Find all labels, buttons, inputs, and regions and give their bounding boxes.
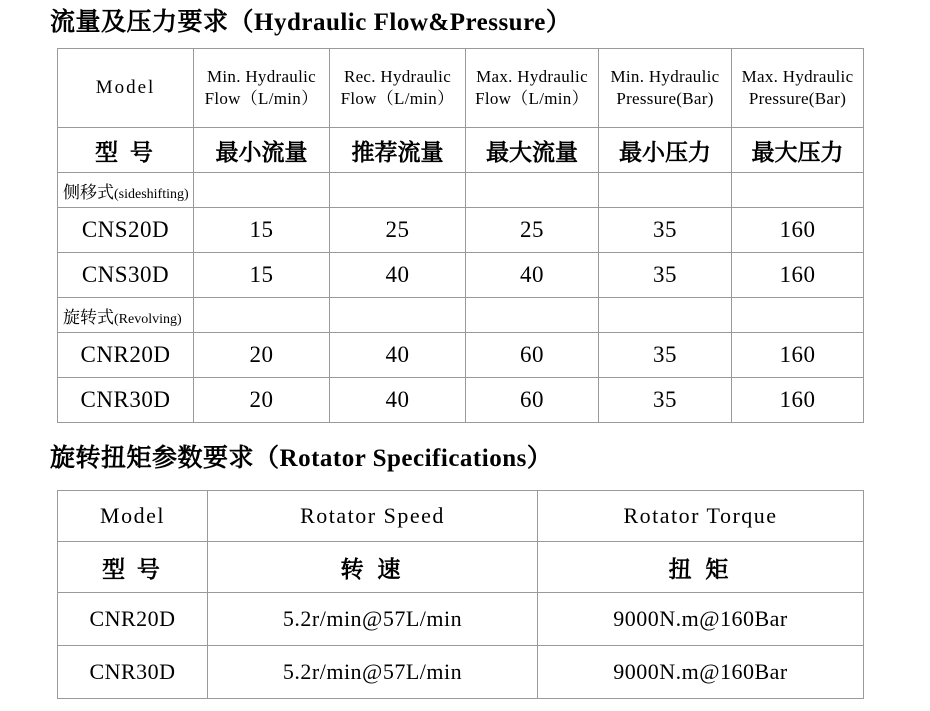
group-empty-cell: [194, 298, 330, 333]
header-model: Model: [58, 491, 208, 542]
table-header-row-en: [58, 491, 864, 542]
header-min-flow-line2: Flow（L/min）: [204, 89, 319, 108]
cell-min-pressure: 35: [599, 378, 732, 423]
header-max-flow: [466, 49, 599, 128]
header-rotator-speed-cn: 转 速: [208, 542, 538, 593]
header-model-cn: 型 号: [58, 542, 208, 593]
cell-rec-flow: 40: [330, 333, 466, 378]
cell-model: CNR30D: [58, 646, 208, 699]
cell-model: CNS20D: [58, 208, 194, 253]
header-max-pressure-line2: Pressure(Bar): [748, 89, 847, 108]
cell-rotator-torque: 9000N.m@160Bar: [538, 593, 864, 646]
section-title-en: （Rotator Specifications）: [254, 445, 553, 472]
header-max-pressure-cn: 最大压力: [732, 128, 864, 173]
group-label-sideshifting: [58, 173, 194, 208]
cell-max-flow: 60: [466, 333, 599, 378]
group-label-en: (sideshifting): [114, 186, 189, 202]
table-group-row: [58, 298, 864, 333]
group-label-en: (Revolving): [114, 311, 182, 327]
header-min-pressure-cn: 最小压力: [599, 128, 732, 173]
cell-max-flow: 40: [466, 253, 599, 298]
header-rotator-torque: Rotator Torque: [538, 491, 864, 542]
header-model-cn: 型 号: [58, 128, 194, 173]
section-title-hydraulic-flow: [50, 2, 571, 38]
header-rotator-speed: Rotator Speed: [208, 491, 538, 542]
header-rec-flow: [330, 49, 466, 128]
section-title-cn: 旋转扭矩参数要求: [50, 445, 255, 472]
group-label-cn: 侧移式: [63, 182, 114, 202]
header-model: Model: [58, 49, 194, 128]
header-min-flow-cn: 最小流量: [194, 128, 330, 173]
section-title-rotator-specifications: [50, 438, 552, 474]
header-min-pressure-line2: Pressure(Bar): [616, 89, 714, 108]
cell-rec-flow: 25: [330, 208, 466, 253]
table-row: [58, 646, 864, 699]
cell-min-flow: 15: [194, 253, 330, 298]
cell-max-pressure: 160: [732, 378, 864, 423]
cell-max-pressure: 160: [732, 333, 864, 378]
table-header-row-cn: [58, 542, 864, 593]
table-row: [58, 593, 864, 646]
cell-rotator-torque: 9000N.m@160Bar: [538, 646, 864, 699]
cell-rotator-speed: 5.2r/min@57L/min: [208, 646, 538, 699]
rotator-specifications-table: [57, 490, 864, 699]
header-rec-flow-line2: Flow（L/min）: [340, 89, 455, 108]
header-max-flow-cn: 最大流量: [466, 128, 599, 173]
header-max-pressure: [732, 49, 864, 128]
table-row: [58, 253, 864, 298]
group-empty-cell: [599, 173, 732, 208]
cell-model: CNS30D: [58, 253, 194, 298]
cell-rec-flow: 40: [330, 253, 466, 298]
section-title-en: （Hydraulic Flow&Pressure）: [228, 9, 572, 36]
cell-max-pressure: 160: [732, 208, 864, 253]
header-min-flow: [194, 49, 330, 128]
header-max-flow-line2: Flow（L/min）: [475, 89, 589, 108]
cell-max-flow: 60: [466, 378, 599, 423]
header-rotator-torque-cn: 扭 矩: [538, 542, 864, 593]
header-min-pressure-line1: Min. Hydraulic: [610, 67, 720, 86]
group-empty-cell: [599, 298, 732, 333]
group-label-revolving: [58, 298, 194, 333]
cell-rotator-speed: 5.2r/min@57L/min: [208, 593, 538, 646]
header-min-pressure: [599, 49, 732, 128]
table-group-row: [58, 173, 864, 208]
group-empty-cell: [194, 173, 330, 208]
table-row: [58, 333, 864, 378]
cell-rec-flow: 40: [330, 378, 466, 423]
table-row: [58, 208, 864, 253]
section-title-cn: 流量及压力要求: [50, 9, 229, 36]
table-row: [58, 378, 864, 423]
header-max-flow-line1: Max. Hydraulic: [476, 67, 588, 86]
cell-min-flow: 20: [194, 333, 330, 378]
cell-min-pressure: 35: [599, 208, 732, 253]
header-rec-flow-cn: 推荐流量: [330, 128, 466, 173]
table-header-row-en: [58, 49, 864, 128]
group-empty-cell: [330, 173, 466, 208]
cell-model: CNR20D: [58, 593, 208, 646]
cell-min-pressure: 35: [599, 253, 732, 298]
group-label-cn: 旋转式: [63, 307, 114, 327]
table-header-row-cn: [58, 128, 864, 173]
group-empty-cell: [466, 173, 599, 208]
cell-model: CNR20D: [58, 333, 194, 378]
group-empty-cell: [732, 298, 864, 333]
cell-min-flow: 15: [194, 208, 330, 253]
header-min-flow-line1: Min. Hydraulic: [206, 67, 316, 86]
group-empty-cell: [330, 298, 466, 333]
group-empty-cell: [466, 298, 599, 333]
cell-max-flow: 25: [466, 208, 599, 253]
cell-min-flow: 20: [194, 378, 330, 423]
header-rec-flow-line1: Rec. Hydraulic: [343, 67, 452, 86]
header-max-pressure-line1: Max. Hydraulic: [741, 67, 854, 86]
cell-min-pressure: 35: [599, 333, 732, 378]
cell-model: CNR30D: [58, 378, 194, 423]
group-empty-cell: [732, 173, 864, 208]
cell-max-pressure: 160: [732, 253, 864, 298]
hydraulic-flow-pressure-table: [57, 48, 864, 423]
